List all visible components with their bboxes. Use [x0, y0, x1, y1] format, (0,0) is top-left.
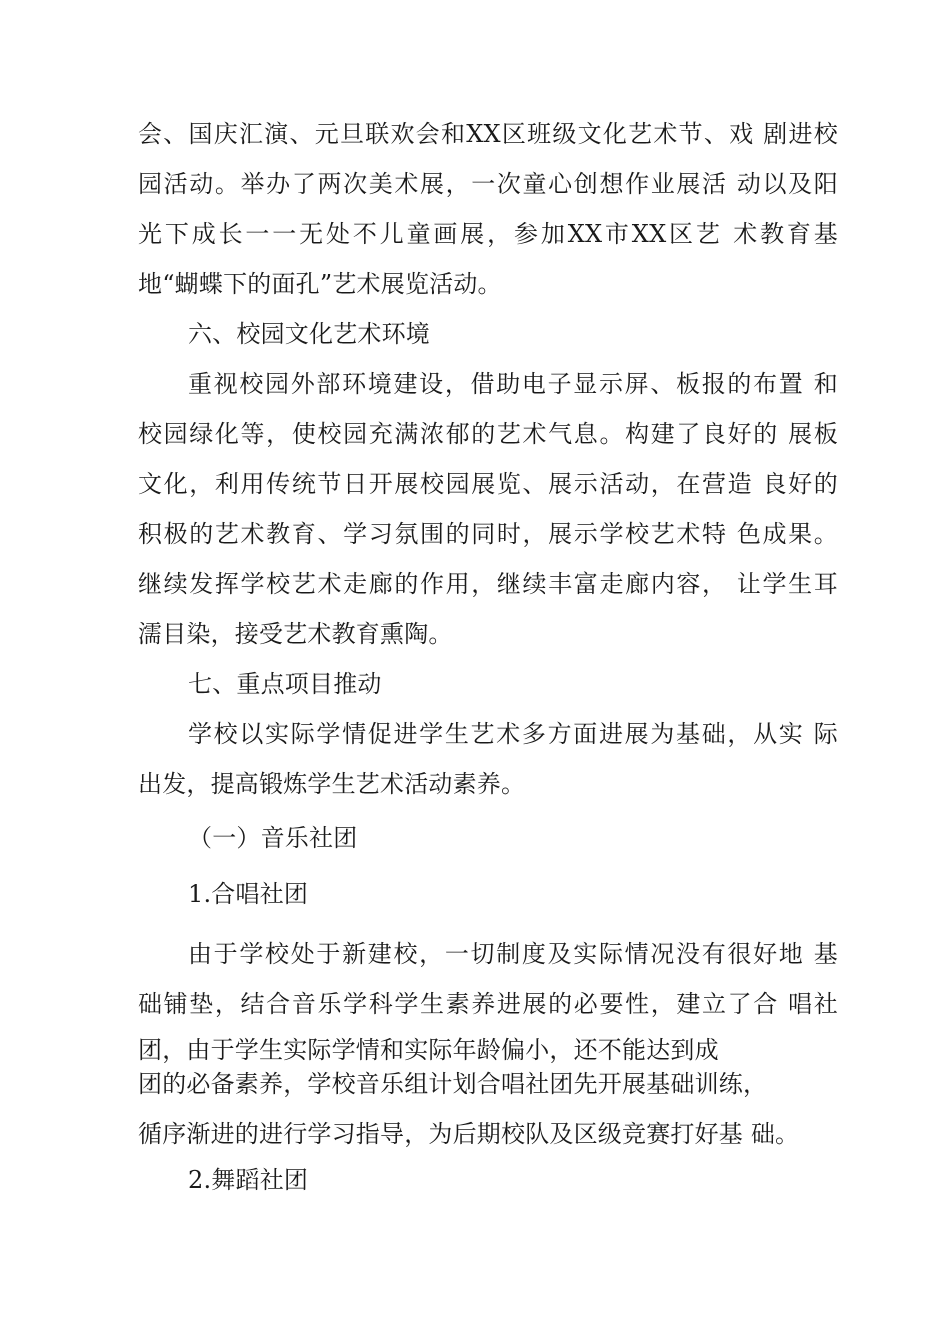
- paragraph-line: 循序渐进的进行学习指导，为后期校队及区级竞赛打好基 础。: [138, 1120, 800, 1148]
- paragraph-line: 团，由于学生实际学情和实际年龄偏小，还不能达到成: [138, 1036, 719, 1064]
- paragraph-line: 园活动。举办了两次美术展，一次童心创想作业展活 动以及阳: [138, 170, 838, 198]
- section-heading: 七、重点项目推动: [188, 670, 382, 698]
- paragraph-line: 积极的艺术教育、学习氛围的同时，展示学校艺术特 色成果。: [138, 520, 838, 548]
- paragraph-line: 光下成长一一无处不儿童画展，参加XX市XX区艺 术教育基: [138, 220, 838, 248]
- subsection-heading: （一）音乐社团: [188, 824, 358, 852]
- paragraph-line: 学校以实际学情促进学生艺术多方面进展为基础，从实 际: [188, 720, 838, 748]
- paragraph-line: 文化，利用传统节日开展校园展览、展示活动，在营造 良好的: [138, 470, 838, 498]
- item-heading: 1.合唱社团: [188, 880, 309, 908]
- item-heading: 2.舞蹈社团: [188, 1166, 309, 1194]
- paragraph-line: 继续发挥学校艺术走廊的作用，继续丰富走廊内容， 让学生耳: [138, 570, 838, 598]
- paragraph-line: 濡目染，接受艺术教育熏陶。: [138, 620, 453, 648]
- paragraph-line: 会、国庆汇演、元旦联欢会和XX区班级文化艺术节、戏 剧进校: [138, 120, 838, 148]
- paragraph-line: 校园绿化等，使校园充满浓郁的艺术气息。构建了良好的 展板: [138, 420, 838, 448]
- paragraph-line: 重视校园外部环境建设，借助电子显示屏、板报的布置 和: [188, 370, 838, 398]
- section-heading: 六、校园文化艺术环境: [188, 320, 430, 348]
- paragraph-line: 团的必备素养，学校音乐组计划合唱社团先开展基础训练，: [138, 1070, 768, 1098]
- paragraph-line: 出发，提高锻炼学生艺术活动素养。: [138, 770, 526, 798]
- paragraph-line: 地“蝴蝶下的面孔”艺术展览活动。: [138, 270, 502, 298]
- paragraph-line: 础铺垫，结合音乐学科学生素养进展的必要性，建立了合 唱社: [138, 990, 838, 1018]
- paragraph-line: 由于学校处于新建校，一切制度及实际情况没有很好地 基: [188, 940, 838, 968]
